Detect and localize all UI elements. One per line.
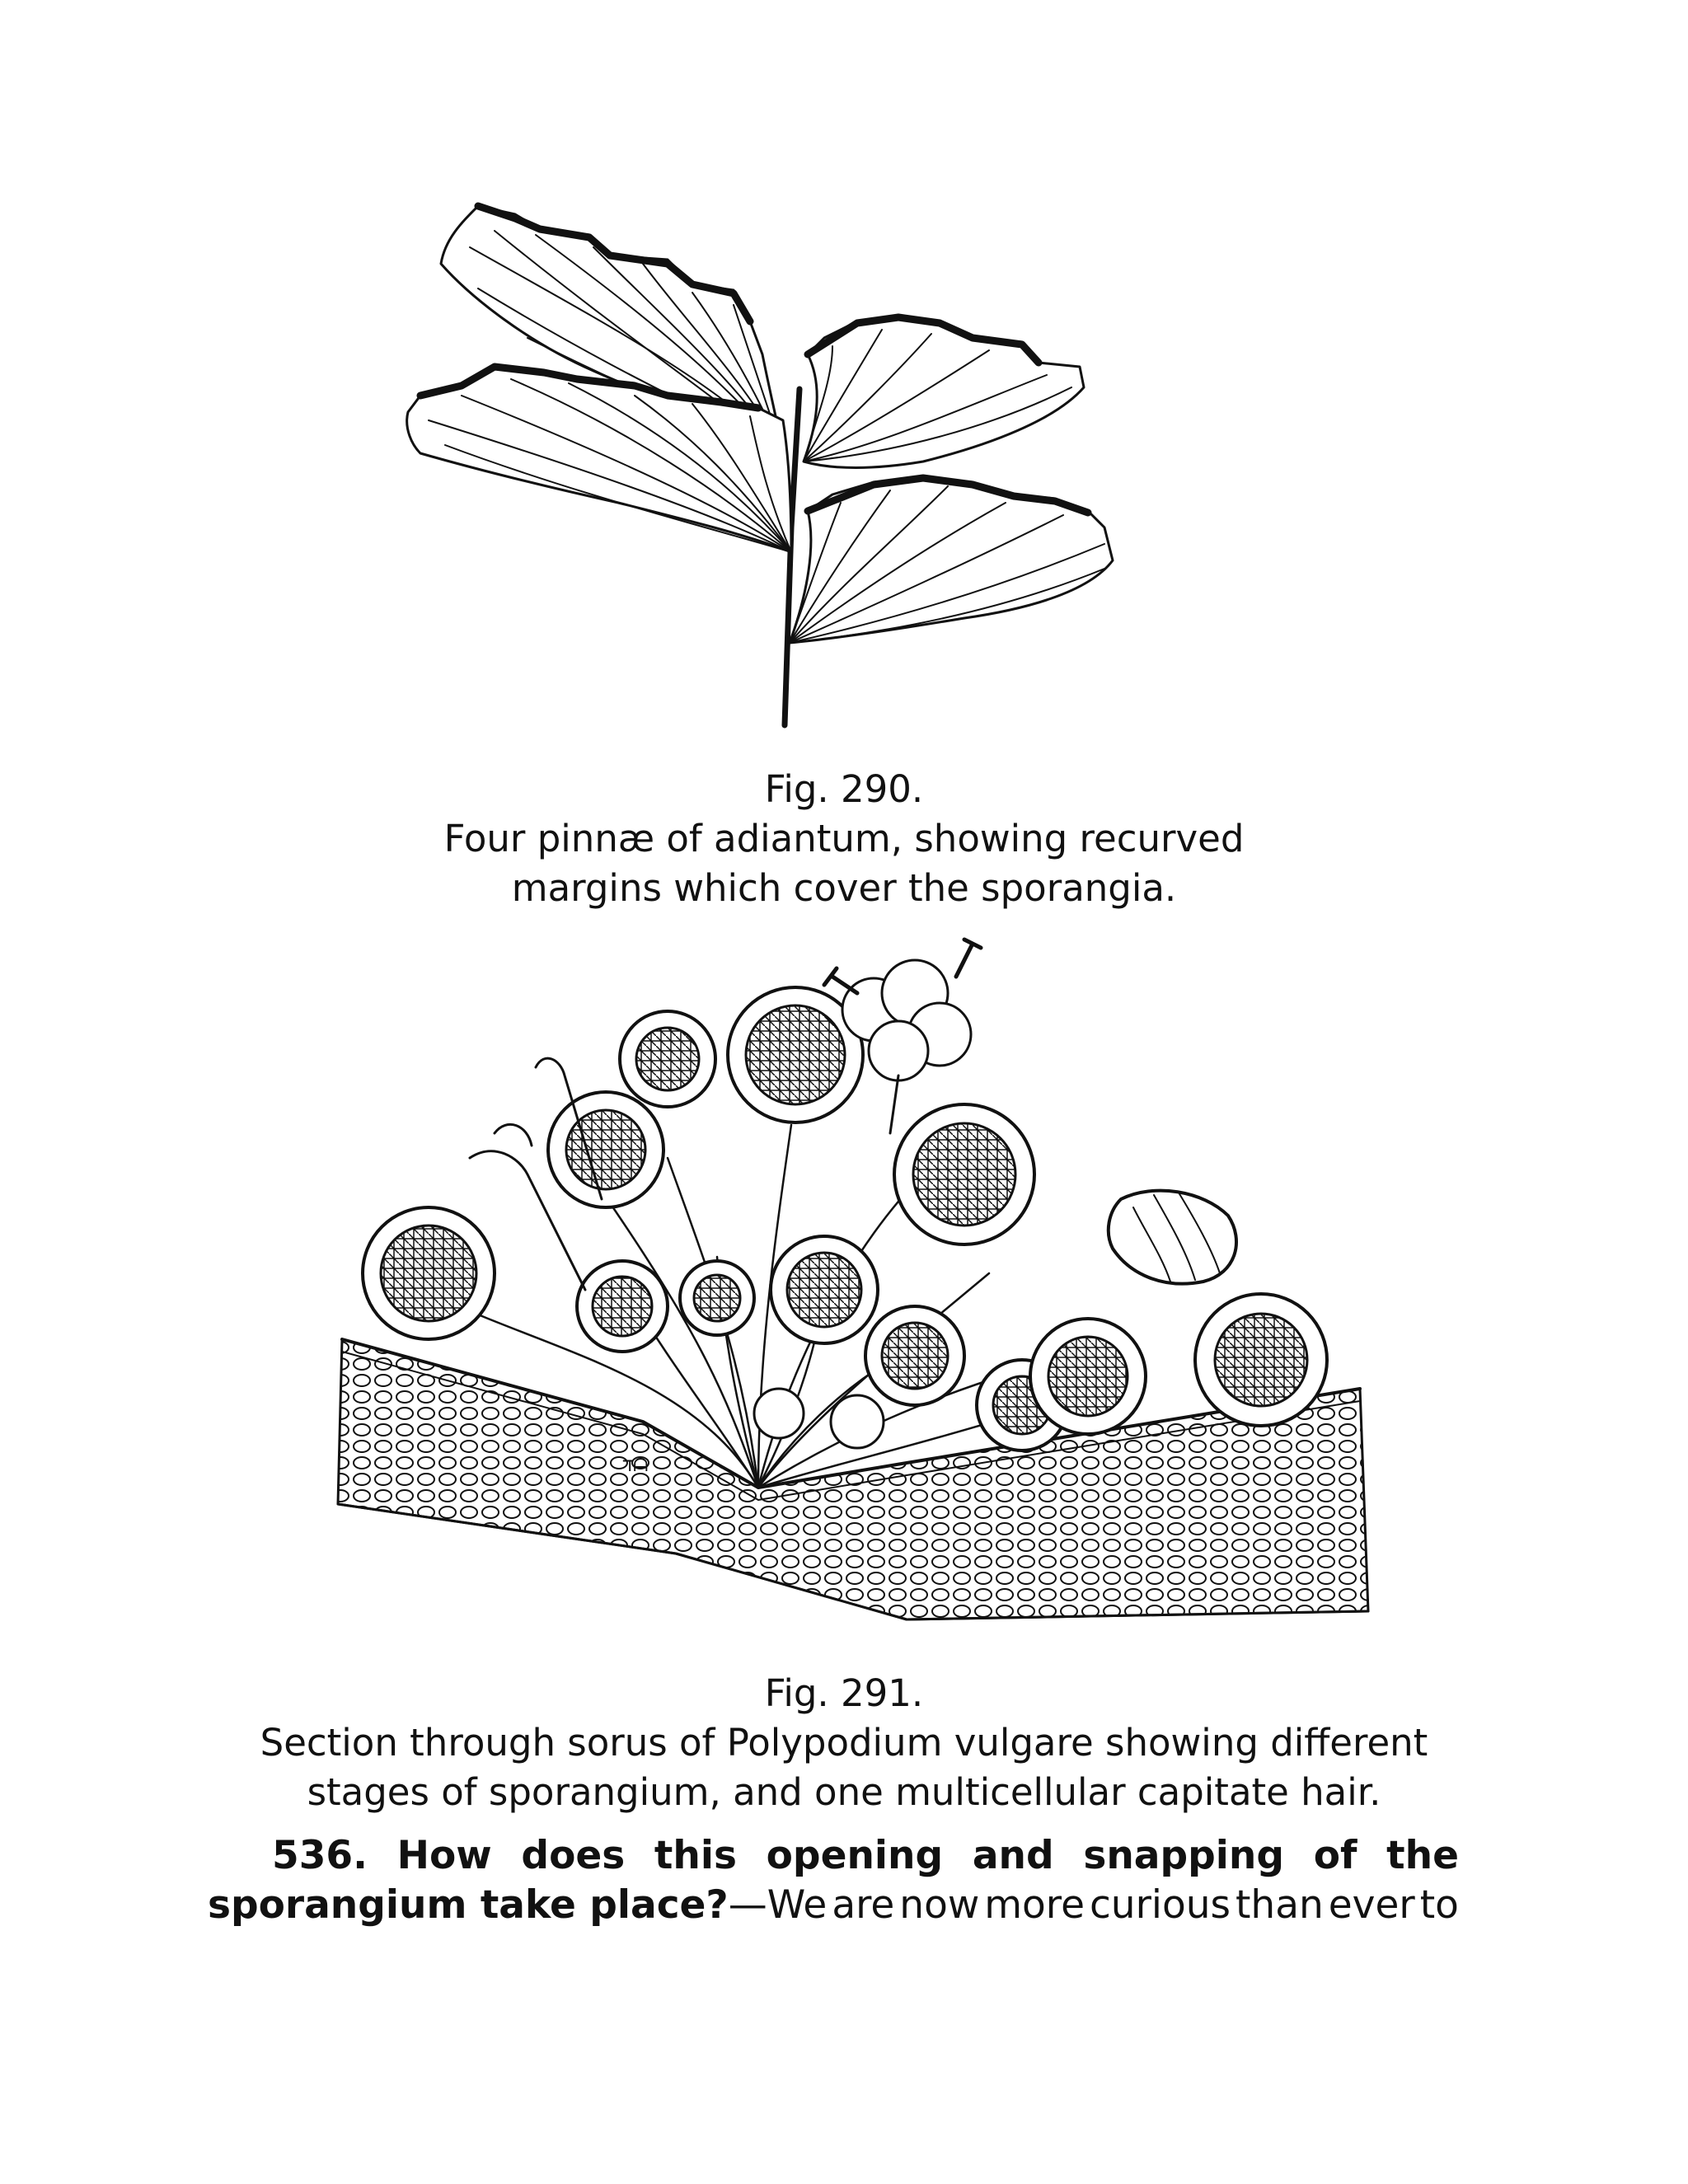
fig-291-label: Fig. 291. xyxy=(764,1671,924,1715)
body-word: curious xyxy=(1089,1882,1231,1928)
heading-word: snapping xyxy=(1083,1833,1285,1878)
heading-word: this xyxy=(654,1833,737,1878)
body-word: than xyxy=(1235,1882,1324,1928)
fig-291-caption xyxy=(0,1669,1688,1817)
paragraph-line-1 xyxy=(208,1831,1459,1881)
fig-290-illustration xyxy=(396,198,1187,733)
body-word: —We xyxy=(728,1882,828,1928)
fig-290-caption-line-1: Four pinnæ of adiantum, showing recurved xyxy=(443,817,1245,860)
heading-word: opening xyxy=(766,1833,944,1878)
heading-word: the xyxy=(1386,1833,1459,1878)
heading-word: 536. xyxy=(272,1833,368,1878)
fig-291-caption-line-1: Section through sorus of Polypodium vulgare showing different xyxy=(260,1721,1428,1765)
svg-text:ℸᗩ: ℸᗩ xyxy=(622,1455,649,1475)
body-word: now xyxy=(899,1882,980,1928)
fig-291-caption-line-2: stages of sporangium, and one multicellular capitate hair. xyxy=(307,1770,1381,1814)
paragraph-536 xyxy=(208,1831,1459,1930)
fig-290-caption xyxy=(0,765,1688,913)
body-word: to xyxy=(1419,1882,1459,1928)
heading-word: does xyxy=(521,1833,626,1878)
body-word: are xyxy=(832,1882,895,1928)
body-word: ever xyxy=(1328,1882,1415,1928)
fig-291-illustration xyxy=(330,927,1393,1652)
opened-sporangium xyxy=(1109,1191,1236,1284)
heading-word: and xyxy=(972,1833,1054,1878)
fig-290-label: Fig. 290. xyxy=(764,767,924,811)
heading-word: of xyxy=(1313,1833,1357,1878)
fig-290-caption-line-2: margins which cover the sporangia. xyxy=(511,866,1177,910)
paragraph-line-2 xyxy=(208,1881,1459,1930)
heading-end: sporangium take place? xyxy=(208,1882,729,1928)
body-word: more xyxy=(984,1882,1085,1928)
heading-word: How xyxy=(396,1833,492,1878)
pinna-lower-right xyxy=(790,478,1113,643)
pinna-upper-right xyxy=(804,317,1084,468)
